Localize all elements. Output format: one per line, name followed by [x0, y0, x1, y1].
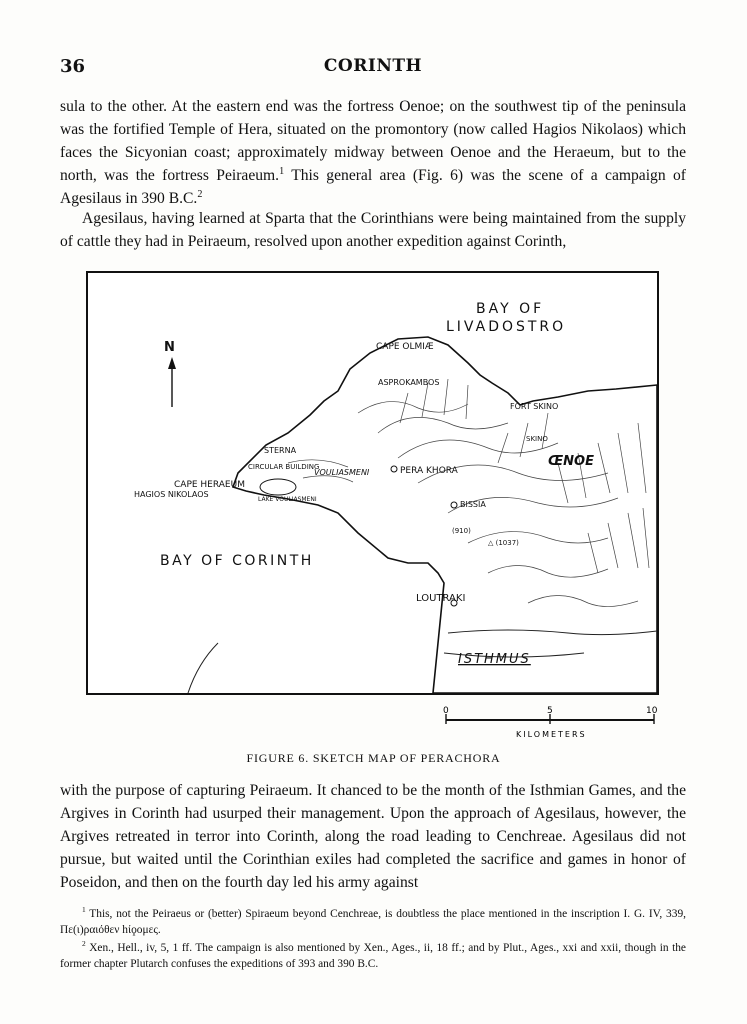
label-hagios-nikolaos: HAGIOS NIKOLAOS: [134, 490, 209, 499]
label-lake-vouliasmeni: LAKE VOULIASMENI: [258, 496, 317, 503]
footnote-1: [60, 906, 686, 938]
label-bay-of-corinth: BAY OF CORINTH: [160, 553, 314, 569]
label-cape-heraeum: CAPE HERAEUM: [174, 480, 245, 490]
footnote-2-text: Xen., Hell., iv, 5, 1 ff. The campaign is also mentioned by Xen., Ages., ii, 18 ff.; and by Plut., Ages., xxi and xxii, though in the former chapter Plutarch confuses the expeditions of 393 and 390 B.C.: [60, 942, 686, 970]
label-bay-of-livadostro-1: BAY OF: [476, 301, 545, 317]
label-asprokambos: ASPROKAMBOS: [378, 378, 440, 387]
label-bissia: BISSIA: [460, 500, 486, 509]
label-vouliasmeni: VOULIASMENI: [314, 468, 370, 477]
paragraph-1-text-a: sula to the other. At the eastern end was the fortress Oenoe; on the southwest tip of the peninsula was the fortified Temple of Hera, situated on the promontory (now called Hagios Nikolaos) which faces the Sicyonian coast; approximately midway between Oenoe and the Heraeum, but to the north, was the fortress Peiraeum.: [60, 98, 686, 184]
lake-vouliasmeni-shape: [260, 479, 296, 495]
scale-bar-drawing: [440, 704, 660, 744]
scale-tick-0: 0: [443, 706, 449, 716]
map-drawing: [88, 273, 657, 693]
north-label: N: [164, 340, 175, 355]
label-elevation-1037: △ (1037): [488, 539, 519, 547]
paragraph-1-text-b: This general area (Fig. 6) was the scene of a campaign of Agesilaus in 390 B.C.: [60, 167, 686, 207]
label-isthmus: ISTHMUS: [458, 652, 531, 667]
footnote-ref-2[interactable]: 2: [197, 188, 203, 200]
running-title: CORINTH: [323, 56, 423, 76]
scale-tick-5: 5: [547, 706, 553, 716]
label-bay-of-livadostro-2: LIVADOSTRO: [446, 319, 567, 335]
footnote-2: [60, 940, 686, 972]
north-arrow: [168, 357, 176, 407]
paragraph-2: Agesilaus, having learned at Sparta that the Corinthians were being maintained from the supply of cattle they had in Peiraeum, resolved upon another expedition against Corinth,: [60, 210, 686, 250]
label-elevation-910: (910): [452, 527, 471, 535]
label-cape-olmiae: CAPE OLMIÆ: [376, 342, 434, 352]
scale-tick-10: 10: [646, 706, 658, 716]
label-sterna: STERNA: [264, 446, 297, 455]
footnote-ref-1[interactable]: 1: [279, 165, 285, 177]
footnotes: [60, 906, 686, 972]
settlement-markers: [391, 466, 457, 606]
label-skino: SKINO: [526, 435, 548, 443]
page-number: 36: [60, 56, 86, 77]
label-circular-building: CIRCULAR BUILDING: [248, 463, 320, 471]
peninsula-coastline: [233, 337, 657, 693]
paragraph-3: with the purpose of capturing Peiraeum. It chanced to be the month of the Isthmian Games, and the Argives in Corinth had usurped their management. Upon the approach of Agesilaus, however, the Argives retreated in terror into Corinth, along the road leading to Cenchreae. Agesilaus did not pursue, but waited until the Corinthian exiles had completed the sacrifice and games in honor of Poseidon, and then on the fourth day led his army against: [60, 782, 686, 891]
label-loutraki: LOUTRAKI: [416, 593, 466, 604]
isthmus-lines: [188, 630, 657, 693]
footnote-2-mark: 2: [82, 939, 86, 949]
paragraph-1: [60, 95, 686, 210]
page-header: [60, 56, 686, 84]
terrain-hatching: [288, 379, 649, 607]
label-pera-khora: PERA KHORA: [400, 466, 458, 476]
map-scale-bar: [440, 704, 660, 744]
label-oenoe: ŒNOE: [548, 454, 594, 469]
sketch-map-perachora: [86, 271, 659, 695]
figure-caption: FIGURE 6. SKETCH MAP OF PERACHORA: [246, 751, 501, 765]
footnote-1-mark: 1: [82, 905, 86, 915]
label-fort-skino: FORT SKINO: [510, 402, 559, 411]
footnote-1-text: This, not the Peiraeus or (better) Spiraeum beyond Cenchreae, is doubtless the place mentioned in the inscription I. G. IV, 339, Πε(ι)ραιόθεν hίϙομες.: [60, 908, 686, 936]
scale-unit-label: KILOMETERS: [516, 730, 587, 739]
